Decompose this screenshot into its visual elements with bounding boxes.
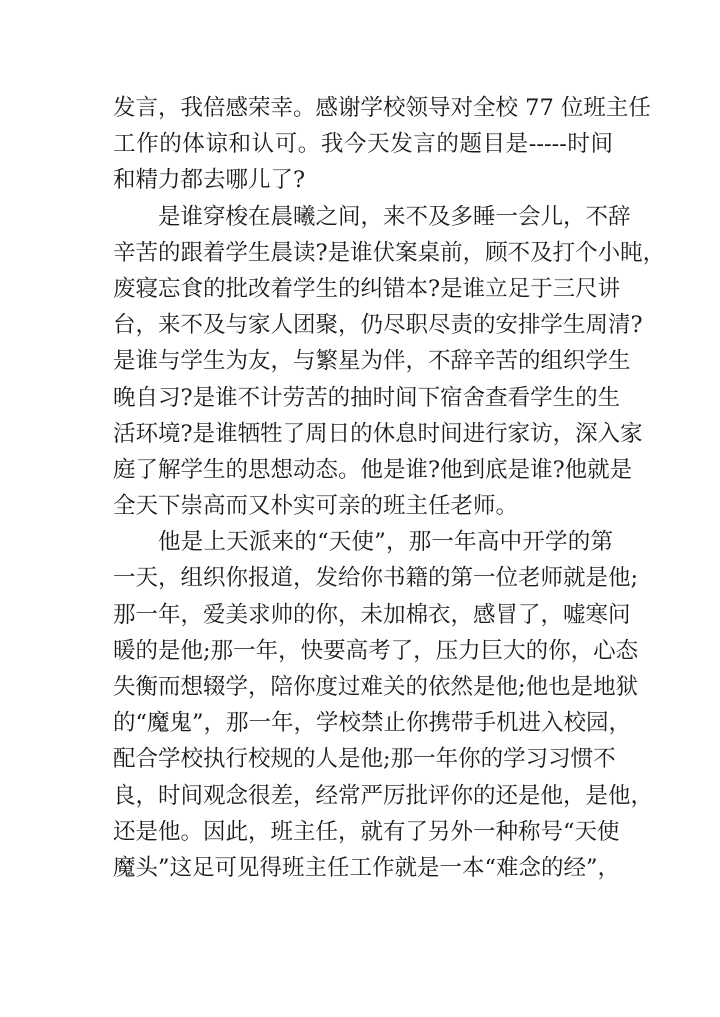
text-line: 良，时间观念很差，经常严厉批评你的还是他，是他，	[113, 782, 654, 809]
paragraph-2	[113, 199, 666, 525]
text-line: 活环境?是谁牺牲了周日的休息时间进行家访，深入家	[113, 420, 643, 447]
text-line: 废寝忘食的批改着学生的纠错本?是谁立足于三尺讲	[113, 275, 621, 302]
text-line: 魔头”这足可见得班主任工作就是一本“难念的经”，	[113, 854, 621, 881]
text-line: 的“魔鬼”，那一年，学校禁止你携带手机进入校园，	[113, 710, 632, 737]
paragraph-1	[113, 90, 651, 199]
document-body	[113, 90, 666, 886]
text-line: 配合学校执行校规的人是他;那一年你的学习习惯不	[113, 746, 616, 773]
text-line: 庭了解学生的思想动态。他是谁?他到底是谁?他就是	[113, 456, 633, 483]
text-line: 一天，组织你报道，发给你书籍的第一位老师就是他;	[113, 565, 639, 592]
text-line: 暖的是他;那一年，快要高考了，压力巨大的你，心态	[113, 637, 639, 664]
text-line: 和精力都去哪儿了?	[113, 167, 306, 194]
text-line: 全天下崇高而又朴实可亲的班主任老师。	[113, 493, 519, 520]
text-line: 失衡而想辍学，陪你度过难关的依然是他;他也是地狱	[113, 674, 639, 700]
text-line: 还是他。因此，班主任，就有了另外一种称号“天使	[113, 818, 620, 845]
text-line: 发言，我倍感荣幸。感谢学校领导对全校 77 位班主任	[113, 95, 651, 121]
text-line: 台，来不及与家人团聚，仍尽职尽责的安排学生周清?	[113, 312, 643, 339]
text-line: 是谁穿梭在晨曦之间，来不及多睡一会儿，不辞	[158, 203, 631, 230]
text-line: 辛苦的跟着学生晨读?是谁伏案桌前，顾不及打个小盹，	[113, 239, 666, 266]
text-line: 工作的体谅和认可。我今天发言的题目是-----时间	[113, 131, 613, 158]
text-line: 他是上天派来的“天使”，那一年高中开学的第	[158, 529, 613, 556]
text-line: 晚自习?是谁不计劳苦的抽时间下宿舍查看学生的生	[113, 384, 621, 411]
paragraph-3	[113, 524, 654, 886]
text-line: 是谁与学生为友，与繁星为伴，不辞辛苦的组织学生	[113, 348, 631, 375]
text-line: 那一年，爱美求帅的你，未加棉衣，感冒了，嘘寒问	[113, 601, 631, 628]
